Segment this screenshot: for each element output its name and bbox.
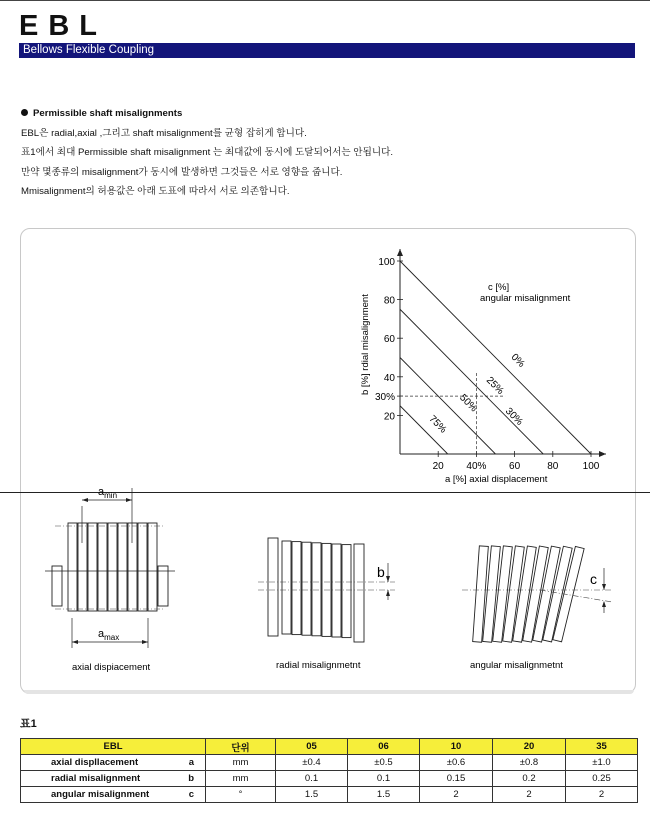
bellows-plate	[282, 541, 291, 634]
y-tick-label: 30%	[374, 392, 395, 404]
table-cell: 1.5	[348, 787, 420, 803]
y-tick-label: 40	[383, 372, 395, 384]
intro-line: 만약 몇종류의 misalignment가 동시에 발생하면 그것들은 서로 영향을 줍니다.	[21, 166, 343, 178]
table-header: 06	[348, 739, 420, 755]
row-name: angular misalignment c	[21, 787, 206, 803]
table-cell: 2	[420, 787, 493, 803]
bellows-plate	[128, 523, 137, 611]
series-label: 30%	[502, 405, 525, 428]
spec-table	[20, 738, 638, 803]
intro-line: Mmisalignment의 허용값은 아래 도표에 따라서 서로 의존합니다.	[21, 186, 290, 197]
intro-line: 표1에서 최대 Permissible shaft misalignment 는 최대값에 동시에 도달되어서는 안됩니다.	[21, 147, 394, 158]
y-tick-label: 60	[383, 334, 395, 346]
table-cell: 2	[566, 787, 638, 803]
x-tick-label: 80	[547, 461, 559, 472]
angular-caption: angular misalignmetnt	[470, 660, 563, 671]
table-label: 표1	[20, 718, 37, 730]
bellows-plate	[68, 523, 77, 611]
a-min-label: $a_{min}$	[98, 486, 118, 500]
y-tick-label: 80	[383, 295, 395, 307]
misalignment-chart	[340, 245, 630, 490]
x-tick-label: 20	[432, 461, 444, 472]
table-cell: ±0.6	[420, 755, 493, 771]
table-cell: ±0.8	[493, 755, 566, 771]
series-label: 50%	[457, 392, 480, 415]
y-axis-label: b [%] rdial misalignment	[360, 294, 371, 395]
bellows-plate	[108, 523, 117, 611]
bellows-plate	[88, 523, 97, 611]
page-title: Bellows Flexible Coupling	[19, 43, 635, 58]
c-label: c	[590, 571, 597, 587]
x-tick-label: 100	[582, 461, 600, 472]
bellows-plate	[332, 544, 341, 637]
table-header-row	[21, 739, 638, 755]
series-label: 25%	[483, 375, 506, 397]
row-unit: mm	[206, 755, 276, 771]
bellows-plate	[302, 542, 311, 635]
panel-shadow	[24, 690, 634, 694]
bellows-plate	[158, 566, 168, 606]
x-tick-label: 60	[509, 461, 521, 472]
table-header: 05	[276, 739, 348, 755]
table-cell: ±1.0	[566, 755, 638, 771]
bellows-plate	[148, 523, 157, 611]
table-header: EBL	[21, 739, 206, 755]
a-max-label: $a_{max}$	[98, 628, 120, 642]
angular-figure	[462, 546, 612, 671]
series-label: 75%	[426, 413, 449, 436]
table-header: 단위	[206, 739, 276, 755]
row-unit: mm	[206, 771, 276, 787]
series-line	[400, 309, 543, 454]
legend-title: c [%]	[488, 282, 510, 293]
bellows-plate	[78, 523, 87, 611]
x-axis-label: a [%] axial displacement	[445, 474, 548, 485]
intro-text	[21, 104, 621, 202]
series-line	[400, 358, 496, 455]
table-cell: ±0.4	[276, 755, 348, 771]
bellows-plate	[312, 543, 321, 636]
radial-caption: radial misalignmetnt	[276, 660, 361, 671]
bellows-plate	[354, 544, 364, 642]
axial-figure	[45, 486, 175, 673]
table-row	[21, 755, 638, 771]
intro-heading: Permissible shaft misalignments	[21, 104, 621, 124]
bellows-plate	[118, 523, 127, 611]
table-cell: 0.2	[493, 771, 566, 787]
y-tick-label: 20	[383, 411, 395, 423]
table-cell: ±0.5	[348, 755, 420, 771]
bellows-plate	[268, 538, 278, 636]
b-label: b	[377, 564, 385, 580]
row-unit: °	[206, 787, 276, 803]
axial-caption: axial dispiacement	[72, 662, 151, 673]
table-header: 10	[420, 739, 493, 755]
bellows-plate	[98, 523, 107, 611]
table-header: 35	[566, 739, 638, 755]
table-cell: 0.25	[566, 771, 638, 787]
series-label: 0%	[508, 351, 527, 370]
table-cell: 1.5	[276, 787, 348, 803]
table-row	[21, 787, 638, 803]
legend-subtitle: angular misalignment	[480, 293, 571, 304]
logo: EBL	[19, 10, 107, 42]
x-axis-arrow	[599, 451, 606, 457]
bullet-icon	[21, 109, 28, 116]
table-cell: 0.1	[276, 771, 348, 787]
intro-line: EBL은 radial,axial ,그리고 shaft misalignment를 균형 잡히게 합니다.	[21, 127, 307, 139]
bellows-plate	[52, 566, 62, 606]
bellows-plate	[138, 523, 147, 611]
x-tick-label: 40%	[466, 461, 487, 472]
table-cell: 2	[493, 787, 566, 803]
row-name: axial displlacement a	[21, 755, 206, 771]
bellows-plate	[292, 542, 301, 635]
table-cell: 0.1	[348, 771, 420, 787]
radial-figure	[258, 538, 395, 671]
table-row	[21, 771, 638, 787]
table-cell: 0.15	[420, 771, 493, 787]
table-header: 20	[493, 739, 566, 755]
misalignment-figures	[0, 478, 650, 688]
y-tick-label: 100	[378, 257, 395, 268]
top-rule	[0, 0, 650, 1]
row-name: radial misalignment b	[21, 771, 206, 787]
bellows-plate	[342, 545, 351, 638]
y-axis-arrow	[397, 249, 403, 256]
